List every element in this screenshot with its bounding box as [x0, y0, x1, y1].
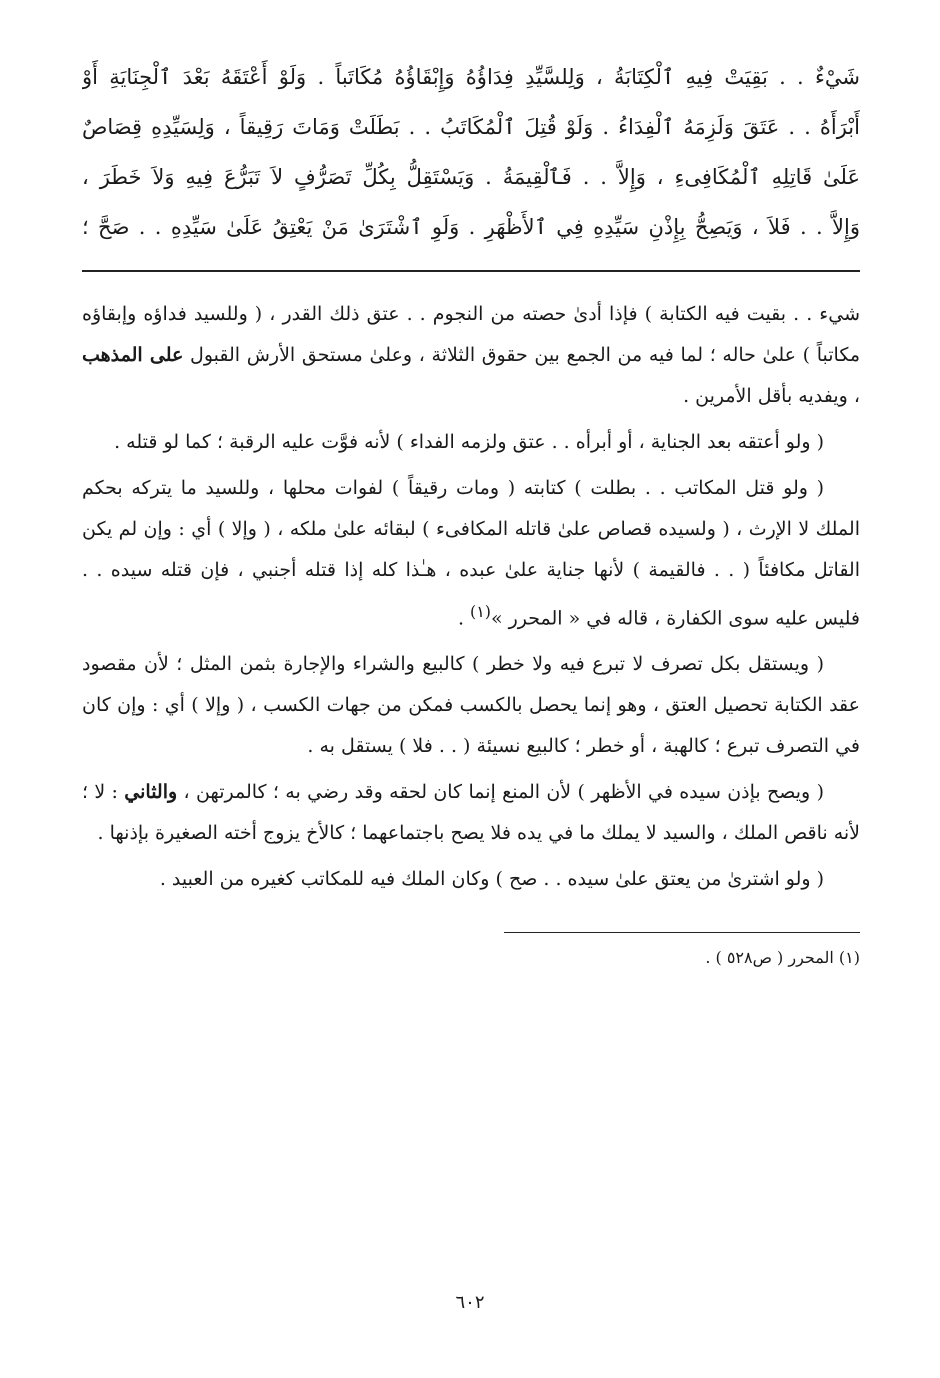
commentary-text [82, 294, 860, 900]
commentary-text-run: . [457, 607, 471, 630]
commentary-paragraph [82, 294, 860, 417]
matn-line: وَإِلاَّ . . فَلاَ ، وَيَصِحُّ بِإِذْنِ سَيِّدِهِ فِي ٱلأَظْهَرِ . وَلَوِ ٱشْتَرَىٰ مَنْ يَعْتِقُ عَلَىٰ سَيِّدِهِ . . صَحَّ ؛ [82, 215, 860, 239]
commentary-text-run: ( ولو قتل المكاتب . . بطلت ) كتابته ( ومات رقيقاً ) لفوات محلها ، وللسيد ما يتركه بحكم الملك لا الإرث ، ( ولسيده قصاص علىٰ قاتله المكافىء ) لبقائه علىٰ ملكه ، ( وإلا ) أي : وإن لم يكن القاتل مكافئاً ( . . فالقيمة ) لأنها جناية علىٰ عبده ، هـٰذا كله إذا قتله أجنبي ، فإن قتله سيده . . فليس عليه سوى الكفارة ، قاله في « المحرر » [82, 477, 860, 630]
commentary-paragraph: ( ويستقل بكل تصرف لا تبرع فيه ولا خطر ) كالبيع والشراء والإجارة بثمن المثل ؛ لأن مقصود عقد الكتابة تحصيل العتق ، وهو إنما يحصل بالكسب فمكن من جهات الكسب ، ( وإلا ) أي : وإن كان في التصرف تبرع ؛ كالهبة ، أو خطر ؛ كالبيع نسيئة ( . . فلا ) يستقل به . [82, 653, 860, 758]
commentary-bold-run: على المذهب [82, 344, 184, 366]
commentary-paragraph: ( ولو أعتقه بعد الجناية ، أو أبرأه . . عتق ولزمه الفداء ) لأنه فوَّت عليه الرقبة ؛ كما لو قتله . [114, 431, 824, 453]
matn-line: عَلَىٰ قَاتِلِهِ ٱلْمُكَافِىءِ ، وَإِلاَّ . . فَٱلْقِيمَةُ . وَيَسْتَقِلُّ بِكُلِّ تَصَرُّفٍ لاَ تَبَرُّعَ فِيهِ وَلاَ خَطَرَ ، [82, 165, 860, 189]
commentary-text-run: ( ويصح بإذن سيده في الأظهر ) لأن المنع إنما كان لحقه وقد رضي به ؛ كالمرتهن ، [177, 781, 824, 804]
commentary-paragraph: ( ولو اشترىٰ من يعتق علىٰ سيده . . صح ) وكان الملك فيه للمكاتب كغيره من العبيد . [159, 868, 824, 891]
matn-line: شَيْءٌ . . بَقِيَتْ فِيهِ ٱلْكِتَابَةُ ، وَلِلسَّيِّدِ فِدَاؤُهُ وَإِبْقَاؤُهُ مُكَاتَباً . وَلَوْ أَعْتَقَهُ بَعْدَ ٱلْجِنَايَةِ أَوْ [82, 65, 860, 89]
page-number: ٦٠٢ [455, 1292, 485, 1313]
commentary-paragraph [82, 468, 860, 639]
matn-line: أَبْرَأَهُ . . عَتَقَ وَلَزِمَهُ ٱلْفِدَاءُ . وَلَوْ قُتِلَ ٱلْمُكَاتَبُ . . بَطَلَتْ وَمَاتَ رَقِيقاً ، وَلِسَيِّدِهِ قِصَاصٌ [82, 115, 860, 139]
page-content [82, 52, 860, 971]
commentary-text-run: شيء . . بقيت فيه الكتابة ) فإذا أدىٰ حصته من النجوم . . عتق ذلك القدر ، ( وللسيد فداؤه وإبقاؤه مكاتباً ) علىٰ حاله ؛ لما فيه من الجمع بين حقوق الثلاثة ، وعلىٰ مستحق الأرش القبول [82, 303, 860, 366]
matn-separator [82, 270, 860, 272]
footnote-reference[interactable]: (١) [470, 602, 491, 621]
commentary-text-run: ، ويفديه بأقل الأمرين . [683, 385, 860, 407]
footnote: (١) المحرر ( ص٥٢٨ ) . [705, 948, 860, 968]
matn-text [82, 52, 860, 260]
commentary-bold-run: والثاني [124, 781, 178, 804]
commentary-paragraph [82, 772, 860, 854]
footnote-separator [504, 932, 860, 933]
commentary-text-run: : لا ؛ لأنه ناقص الملك ، والسيد لا يملك ما في يده فلا يصح باجتماعهما ؛ كالأخ يزوج أخته الصغيرة بإذنها . [82, 781, 860, 845]
